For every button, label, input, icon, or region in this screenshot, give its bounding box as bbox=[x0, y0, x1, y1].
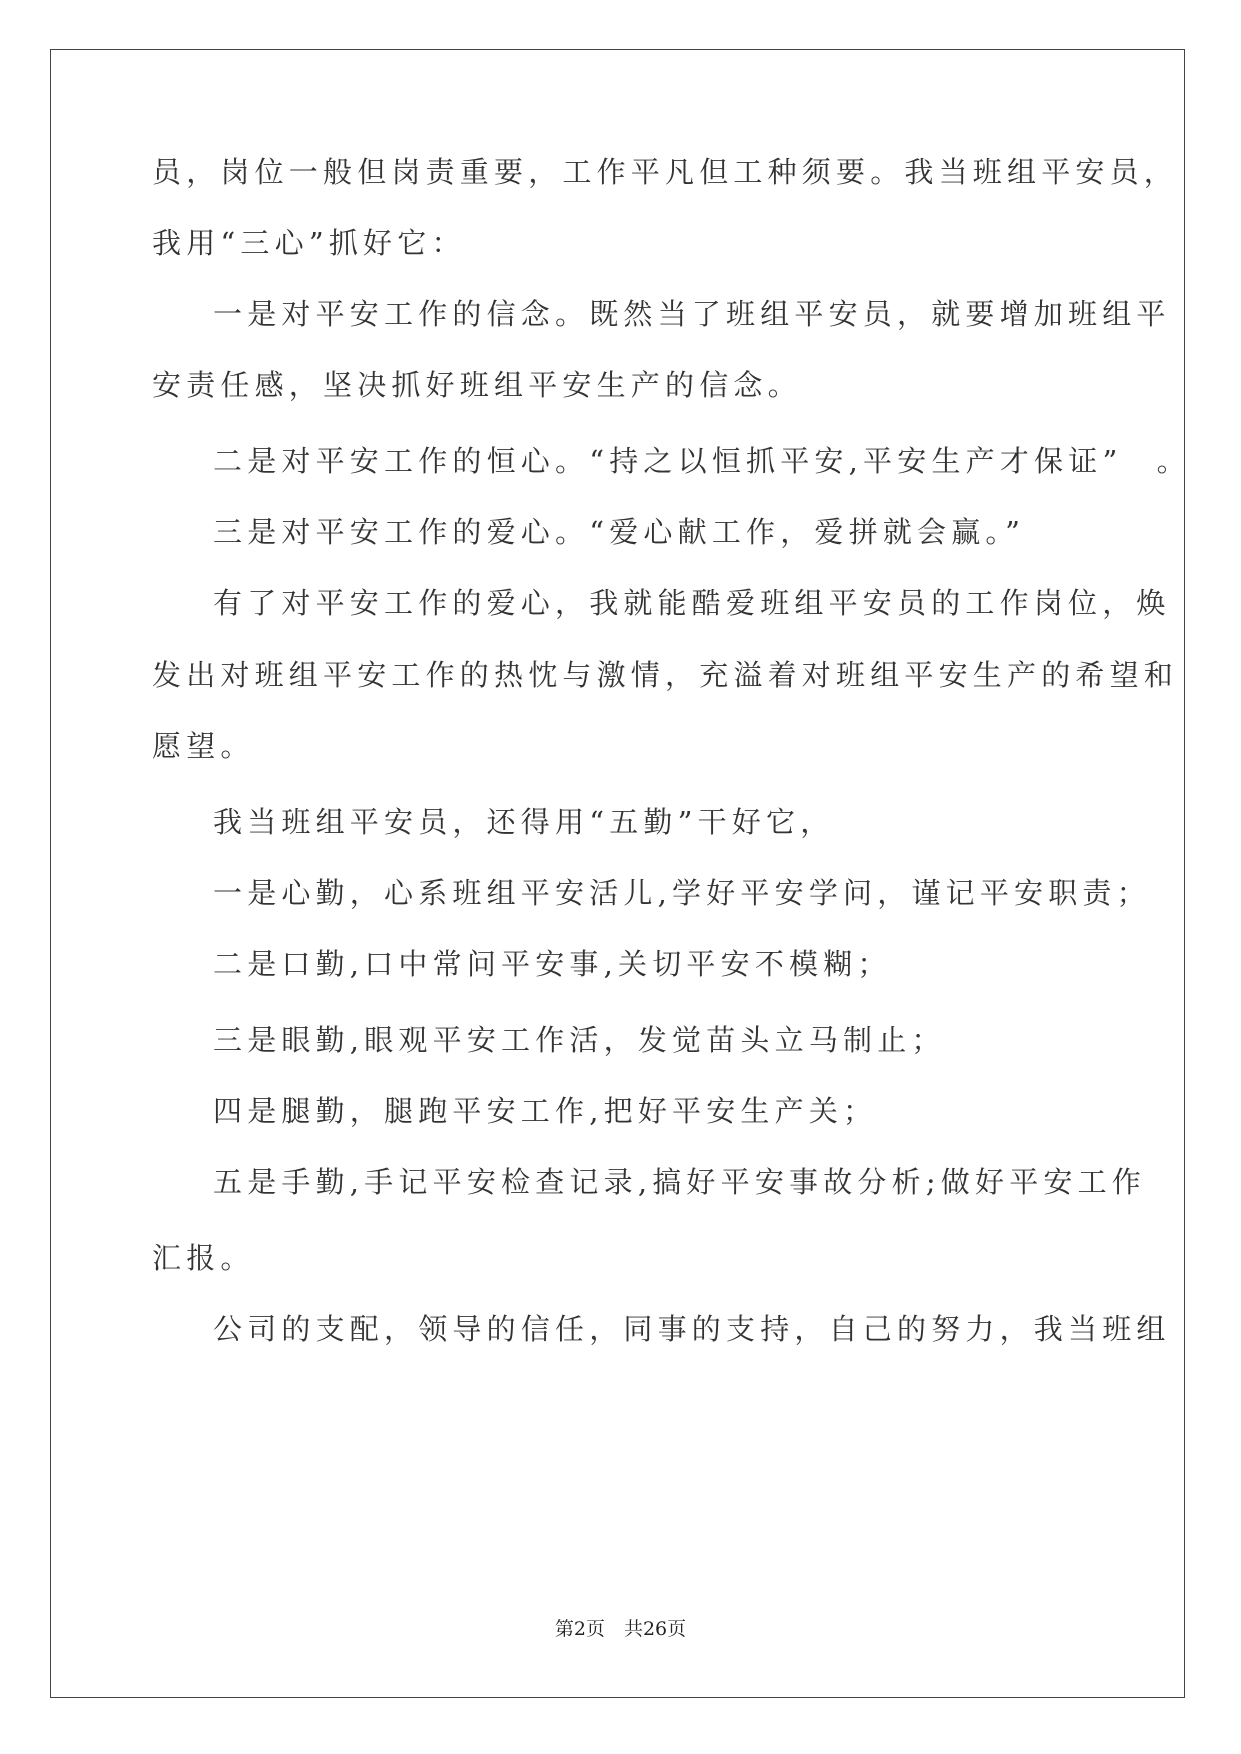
text-line-4: 安责任感，坚决抓好班组平安生产的信念。 bbox=[152, 368, 802, 402]
text-line-2: 我用“三心”抓好它： bbox=[152, 226, 466, 260]
text-line-13: 三是眼勤,眼观平安工作活，发觉苗头立马制止； bbox=[213, 1023, 946, 1057]
text-line-8: 发出对班组平安工作的热忱与激情，充溢着对班组平安生产的希望和 bbox=[152, 658, 1179, 692]
text-line-9: 愿望。 bbox=[152, 729, 255, 763]
text-line-1: 员，岗位一般但岗责重要，工作平凡但工种须要。我当班组平安员， bbox=[152, 155, 1179, 189]
text-line-14: 四是腿勤，腿跑平安工作,把好平安生产关； bbox=[213, 1094, 878, 1128]
text-line-6: 三是对平安工作的爱心。“爱心献工作，爱拼就会赢。” bbox=[213, 515, 1026, 549]
text-line-11: 一是心勤，心系班组平安活儿,学好平安学问，谨记平安职责； bbox=[213, 876, 1151, 910]
text-line-3: 一是对平安工作的信念。既然当了班组平安员，就要增加班组平 bbox=[213, 297, 1171, 331]
page-footer: 第2页 共26页 bbox=[554, 1618, 687, 1640]
text-line-7: 有了对平安工作的爱心，我就能酷爱班组平安员的工作岗位，焕 bbox=[213, 586, 1171, 620]
text-line-10: 我当班组平安员，还得用“五勤”干好它， bbox=[213, 805, 835, 839]
text-line-5: 二是对平安工作的恒心。“持之以恒抓平安,平安生产才保证” 。 bbox=[213, 444, 1191, 478]
text-line-15: 五是手勤,手记平安检查记录,搞好平安事故分析;做好平安工作 bbox=[213, 1165, 1147, 1199]
text-line-12: 二是口勤,口中常问平安事,关切平安不模糊； bbox=[213, 947, 892, 981]
text-line-16: 汇报。 bbox=[152, 1241, 255, 1275]
text-line-17: 公司的支配，领导的信任，同事的支持，自己的努力，我当班组 bbox=[213, 1312, 1171, 1346]
